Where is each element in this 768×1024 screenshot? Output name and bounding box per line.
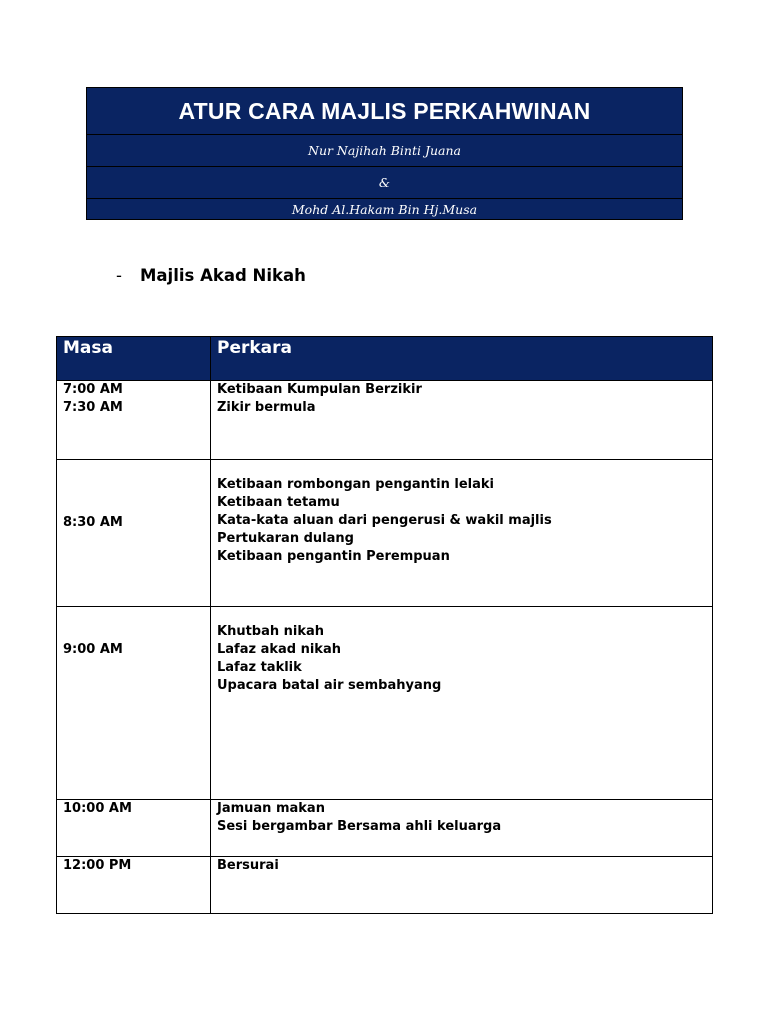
time-value: 9:00 AM bbox=[63, 642, 123, 657]
activity-cell bbox=[211, 800, 713, 857]
bride-name: Nur Najihah Binti Juana bbox=[87, 135, 683, 167]
ampersand: & bbox=[87, 167, 683, 199]
activity-item: Ketibaan rombongan pengantin lelaki bbox=[217, 477, 494, 492]
table-header-row bbox=[57, 337, 713, 381]
time-cell bbox=[57, 857, 211, 914]
section-heading bbox=[116, 266, 306, 285]
activity-item: Khutbah nikah bbox=[217, 624, 325, 639]
activity-cell bbox=[211, 381, 713, 460]
activity-item: Sesi bergambar Bersama ahli keluarga bbox=[217, 819, 502, 834]
time-cell bbox=[57, 800, 211, 857]
time-value: 7:00 AM bbox=[63, 382, 123, 397]
activity-item: Zikir bermula bbox=[217, 400, 316, 415]
activity-cell bbox=[211, 607, 713, 800]
section-title: Majlis Akad Nikah bbox=[140, 266, 306, 285]
table-row bbox=[57, 800, 713, 857]
activity-item: Ketibaan pengantin Perempuan bbox=[217, 549, 450, 564]
table-row bbox=[57, 607, 713, 800]
time-value: 12:00 PM bbox=[63, 858, 132, 873]
column-header-masa: Masa bbox=[57, 337, 211, 381]
table-row bbox=[57, 381, 713, 460]
time-value: 8:30 AM bbox=[63, 515, 123, 530]
activity-item: Jamuan makan bbox=[217, 801, 325, 816]
groom-name: Mohd Al.Hakam Bin Hj.Musa bbox=[87, 199, 683, 220]
activity-item: Ketibaan Kumpulan Berzikir bbox=[217, 382, 422, 397]
time-value: 10:00 AM bbox=[63, 801, 132, 816]
column-header-perkara: Perkara bbox=[211, 337, 713, 381]
title-block bbox=[86, 87, 683, 220]
time-value: 7:30 AM bbox=[63, 400, 123, 415]
activity-item: Bersurai bbox=[217, 858, 279, 873]
schedule-table bbox=[56, 336, 713, 914]
time-cell bbox=[57, 460, 211, 607]
activity-cell bbox=[211, 857, 713, 914]
bullet-dash: - bbox=[116, 266, 122, 285]
table-row bbox=[57, 460, 713, 607]
activity-item: Lafaz akad nikah bbox=[217, 642, 341, 657]
table-row bbox=[57, 857, 713, 914]
activity-item: Kata-kata aluan dari pengerusi & wakil majlis bbox=[217, 513, 552, 528]
time-cell bbox=[57, 381, 211, 460]
activity-item: Pertukaran dulang bbox=[217, 531, 354, 546]
activity-item: Upacara batal air sembahyang bbox=[217, 678, 442, 693]
page-title: ATUR CARA MAJLIS PERKAHWINAN bbox=[87, 88, 683, 135]
activity-item: Lafaz taklik bbox=[217, 660, 302, 675]
activity-cell bbox=[211, 460, 713, 607]
time-cell bbox=[57, 607, 211, 800]
activity-item: Ketibaan tetamu bbox=[217, 495, 340, 510]
